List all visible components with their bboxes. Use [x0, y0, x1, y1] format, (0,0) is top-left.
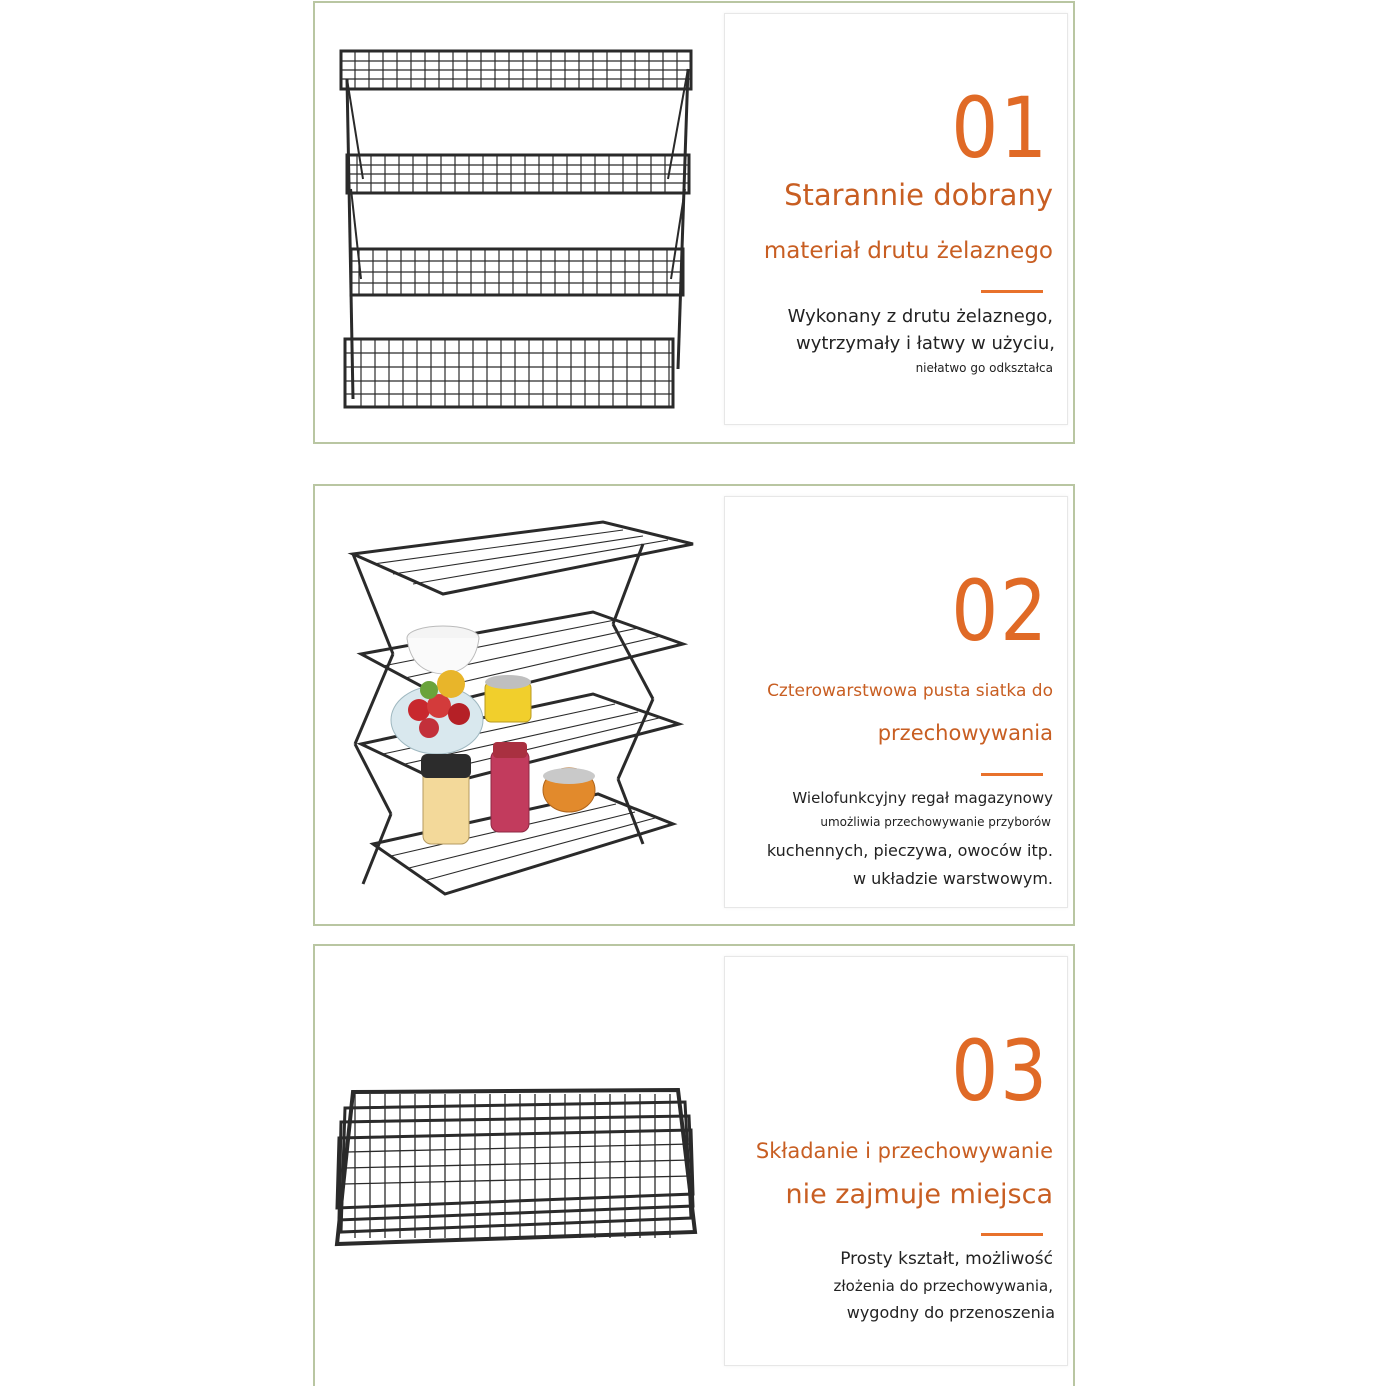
feature-subtitle: materiał drutu żelaznego — [763, 238, 1053, 264]
feature-desc-line: Wykonany z drutu żelaznego, — [787, 306, 1053, 327]
feature-desc-line: złożenia do przechowywania, — [833, 1277, 1053, 1295]
feature-card-1 — [724, 13, 1068, 425]
feature-panel-1 — [313, 1, 1075, 444]
feature-card-2 — [724, 496, 1068, 908]
feature-subtitle: przechowywania — [877, 721, 1053, 745]
rack-with-items-image — [333, 514, 703, 904]
feature-subtitle: nie zajmuje miejsca — [785, 1179, 1053, 1210]
feature-desc-line: kuchennych, pieczywa, owoców itp. — [766, 841, 1053, 860]
feature-desc-line: Wielofunkcyjny regał magazynowy — [792, 789, 1053, 807]
feature-card-3 — [724, 956, 1068, 1366]
divider-bar — [981, 773, 1043, 776]
feature-title: Składanie i przechowywanie — [755, 1139, 1053, 1163]
feature-desc-line: Prosty kształt, możliwość — [840, 1249, 1053, 1269]
feature-desc-line: w układzie warstwowym. — [852, 869, 1053, 888]
feature-desc-line: niełatwo go odkształca — [915, 361, 1053, 375]
feature-title: Czterowarstwowa pusta siatka do — [767, 681, 1053, 701]
feature-number: 03 — [951, 1022, 1049, 1120]
divider-bar — [981, 1233, 1043, 1236]
feature-title: Starannie dobrany — [784, 178, 1053, 212]
feature-desc-line: wytrzymały i łatwy w użyciu, — [796, 333, 1055, 354]
rack-folded-image — [333, 1082, 703, 1258]
feature-number: 02 — [951, 562, 1049, 660]
feature-panel-2 — [313, 484, 1075, 926]
feature-number: 01 — [951, 79, 1049, 177]
feature-desc-line: wygodny do przenoszenia — [846, 1303, 1055, 1322]
feature-panel-3 — [313, 944, 1075, 1386]
feature-desc-line: umożliwia przechowywanie przyborów — [820, 815, 1051, 829]
rack-four-tier-image — [333, 39, 703, 419]
divider-bar — [981, 290, 1043, 293]
